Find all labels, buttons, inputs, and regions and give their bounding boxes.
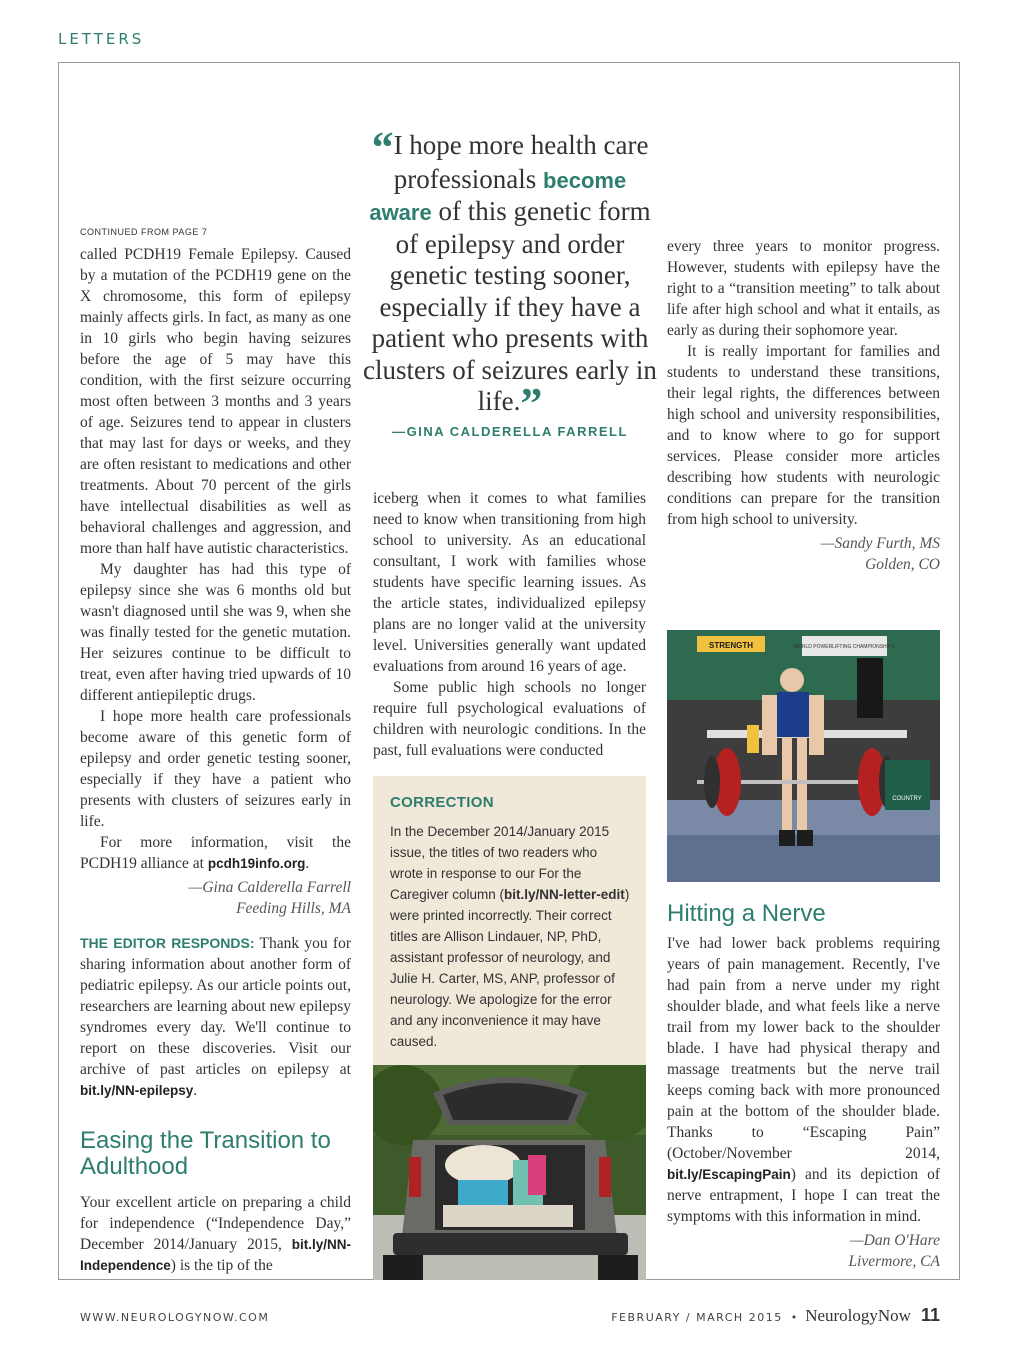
footer-issue-date: FEBRUARY / MARCH 2015 <box>611 1311 783 1324</box>
car-illustration <box>373 1065 646 1280</box>
letter3-signature-name: —Dan O'Hare <box>849 1232 940 1249</box>
column-left <box>80 222 351 1276</box>
heading-easing-transition: Easing the Transition to Adulthood <box>80 1127 331 1180</box>
letter1-signature-place: Feeding Hills, MA <box>236 900 351 917</box>
letter1-info-text: For more information, visit the PCDH19 alliance at <box>80 834 351 872</box>
footer-issue-info <box>611 1305 940 1326</box>
letter2-text-end: ) is the tip of the <box>170 1257 273 1274</box>
letter3-text-end: ) and its depiction of nerve entrapment, I hope I can treat the symptoms with this information in mind. <box>667 1166 940 1225</box>
footer-bullet: • <box>790 1311 798 1324</box>
letter2-paragraph-2: iceberg when it comes to what families need to know when transitioning from high school to university. As an educational consultant, I work with families whose students have specific learning issues. As the article states, individualized epilepsy plans are no longer valid at the university level. Universities generally want updated evaluations from around 16 years of age. <box>373 490 646 675</box>
letter1-paragraph-2: My daughter has had this type of epilepsy since she was 6 months old but wasn't diagnosed until she was 9, when she was finally tested for the genetic mutation. Her seizures continue to be difficult to treat, even after having tried upwards of 10 different antiepileptic drugs. <box>80 561 351 704</box>
period: . <box>305 855 310 872</box>
epilepsy-archive-link[interactable]: bit.ly/NN-epilepsy <box>80 1083 194 1098</box>
escaping-pain-link[interactable]: bit.ly/EscapingPain <box>667 1167 791 1182</box>
letter2-signature-name: —Sandy Furth, MS <box>820 535 940 552</box>
weightlifter-illustration <box>667 630 940 882</box>
correction-text-end: ) were printed incorrectly. Their correct titles are Allison Lindauer, NP, PhD, assistant professor of neurology, and Julie H. Carter, MS, ANP, professor of neurology. We apologize for the error and any inconvenience it may have caused. <box>390 887 630 1049</box>
correction-text <box>390 821 632 1052</box>
letter2-signature-place: Golden, CO <box>865 556 940 573</box>
letter1-signature-name: —Gina Calderella Farrell <box>188 879 351 896</box>
column-right-lower <box>667 901 940 1272</box>
pcdh19-link[interactable]: pcdh19info.org <box>207 856 306 871</box>
letter3-paragraph <box>667 933 940 1227</box>
letter1-paragraph-4 <box>80 832 351 874</box>
letter1-paragraph-3: I hope more health care professionals become aware of this genetic form of epilepsy and order genetic testing sooner, especially if they have a patient who presents with clusters of seizures early in life. <box>80 708 351 830</box>
letter2-paragraph-4: every three years to monitor progress. However, students with epilepsy have the right to a “transition meeting” to talk about life after high school and what it entails, as early as during their sophomore year. <box>667 238 940 339</box>
letter2-paragraph-5: It is really important for families and students to understand these transitions, their legal rights, the differences between high school and university responsibilities, and to know where to go for support services. Please consider more articles describing how students with neurologic conditions can prepare for the transition from high school to university. <box>667 343 940 528</box>
close-quote-mark: ” <box>520 379 543 428</box>
page-number: 11 <box>920 1305 940 1325</box>
correction-box <box>373 776 646 1065</box>
column-right <box>667 236 940 575</box>
editor-label: THE EDITOR RESPONDS: <box>80 935 255 951</box>
independence-link[interactable]: bit.ly/NN-Independence <box>80 1237 351 1273</box>
letter2-paragraph-1 <box>80 1192 351 1276</box>
pull-quote-text-end: of this genetic form of epilepsy and order genetic testing sooner, especially if they have a patient who presents with clusters of seizures early in life. <box>363 196 657 416</box>
editor-response <box>80 933 351 1101</box>
letter2-text: Your excellent article on preparing a child for independence (“Independence Day,” December 2014/January 2015, <box>80 1194 351 1253</box>
correction-title: CORRECTION <box>390 794 494 811</box>
car-trunk-photo <box>373 1065 646 1280</box>
footer-website[interactable]: WWW.NEUROLOGYNOW.COM <box>80 1311 270 1324</box>
heading-hitting-nerve: Hitting a Nerve <box>667 900 826 927</box>
section-label: LETTERS <box>58 30 145 48</box>
pull-quote-attribution: —GINA CALDERELLA FARRELL <box>392 424 628 439</box>
editor-text: Thank you for sharing information about another form of pediatric epilepsy. As our article points out, researchers are learning about new epilepsy syndromes every day. We'll continue to report on these discoveries. Visit our archive of past articles on epilepsy at <box>80 935 351 1078</box>
letter3-text: I've had lower back problems requiring years of pain management. Recently, I've had pain from a nerve under my right shoulder blade, and what feels like a nerve trail from my lower back to the shoulder blade. I have had physical therapy and massage treatments but the nerve trail keeps coming back with more pronounced pain at the bottom of the shoulder blade. Thanks to “Escaping Pain” (October/November 2014, <box>667 935 940 1162</box>
letter-edit-link[interactable]: bit.ly/NN-letter-edit <box>504 887 625 902</box>
pull-quote <box>362 123 658 428</box>
weightlifting-photo <box>667 630 940 882</box>
open-quote-mark: “ <box>371 123 394 172</box>
sign-country-text: COUNTRY <box>892 796 922 802</box>
period: . <box>193 1082 198 1099</box>
footer-brand: NeurologyNow <box>805 1306 911 1325</box>
continued-label: CONTINUED FROM PAGE 7 <box>80 227 208 237</box>
letter2-paragraph-3: Some public high schools no longer require full psychological evaluations of children with neurologic conditions. In the past, full evaluations were conducted <box>373 679 646 759</box>
banner-text: WORLD POWERLIFTING CHAMPIONSHIPS <box>793 644 895 650</box>
sign-strength-text: STRENGTH <box>709 641 753 650</box>
pull-quote-highlight: become aware <box>369 167 627 225</box>
column-middle <box>373 488 646 761</box>
pull-quote-text: I hope more health care professionals <box>393 130 649 194</box>
letter3-signature-place: Livermore, CA <box>848 1253 940 1270</box>
letter1-paragraph-1: called PCDH19 Female Epilepsy. Caused by a mutation of the PCDH19 gene on the X chromosome, this form of epilepsy mainly affects girls. In fact, as many as one in 10 girls who begin having seizures before the age of 5 may have this condition, with the first seizure occurring most often between 3 months and 3 years of age. Seizures tend to appear in clusters that may last for days or weeks, and they are often resistant to medications and other treatments. About 70 percent of the girls have intellectual disabilities as well as behavioral challenges and aggression, and more than half have autistic characteristics. <box>80 246 351 557</box>
correction-text-start: In the December 2014/January 2015 issue, the titles of two readers who wrote in response to our For the Caregiver column ( <box>390 824 610 902</box>
